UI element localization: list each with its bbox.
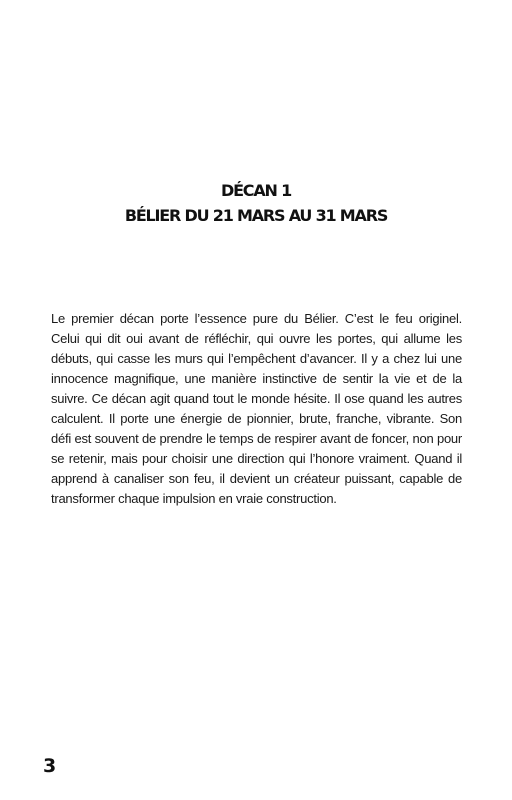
chapter-title: DÉCAN 1 [220,181,292,200]
page-number: 3 [43,755,57,777]
chapter-subtitle: BÉLIER DU 21 MARS AU 31 MARS [124,206,388,225]
body-paragraph: Le premier décan porte l’essence pure du Bélier. C’est le feu originel. Celui qui dit oui avant de réfléchir, qui ouvre les portes, qui allume les débuts, qui casse les murs qui l’empêchent d’avancer. Il y a chez lui une innocence magnifique, une manière instinctive de sentir la vie et de la suivre. Ce décan agit quand tout le monde hésite. Il ose quand les autres calculent. Il porte une énergie de pionnier, brute, franche, vibrante. Son défi est souvent de prendre le temps de respirer avant de foncer, non pour se retenir, mais pour choisir une direction qui l’honore vraiment. Quand il apprend à canaliser son feu, il devient un créateur puissant, capable de transformer chaque impulsion en vraie construction. [51,311,462,506]
chapter-heading [0,178,512,228]
